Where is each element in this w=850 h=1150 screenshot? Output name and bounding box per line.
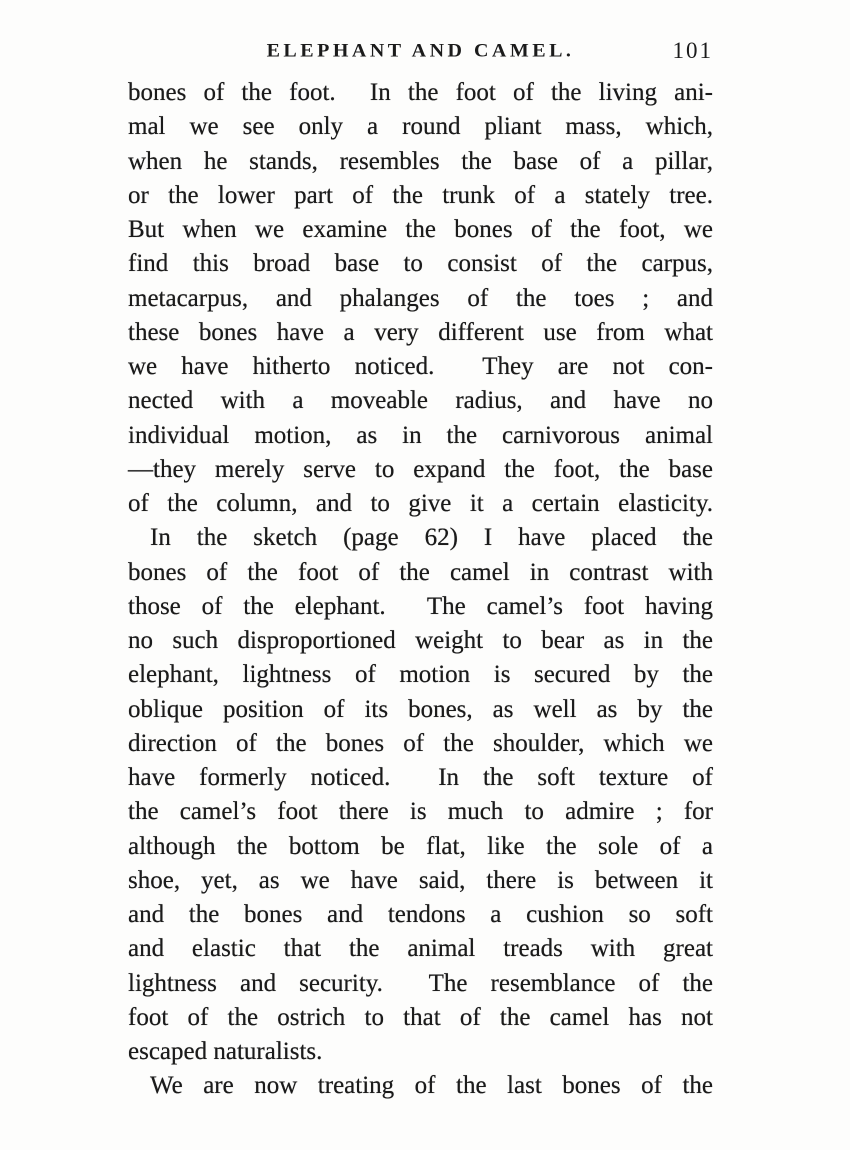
text-line: those of the elephant. The camel’s foot having (128, 592, 713, 620)
text-line: find this broad base to consist of the carpus, (128, 250, 713, 278)
text-line: the camel’s foot there is much to admire ; for (128, 798, 713, 826)
text-line: bones of the foot. In the foot of the living ani- (128, 79, 713, 106)
text-line: or the lower part of the trunk of a stately tree. (128, 181, 713, 209)
page-number: 101 (672, 38, 713, 63)
text-line: individual motion, as in the carnivorous animal (128, 421, 713, 449)
text-line: of the column, and to give it a certain elasticity. (128, 490, 713, 517)
text-line: no such disproportioned weight to bear as in the (128, 627, 713, 654)
text-line: these bones have a very different use from what (128, 318, 713, 346)
text-line: when he stands, resembles the base of a pillar, (128, 147, 713, 175)
text-line: elephant, lightness of motion is secured by the (128, 661, 713, 689)
text-line: shoe, yet, as we have said, there is between it (128, 866, 713, 894)
text-line: mal we see only a round pliant mass, which, (128, 113, 713, 141)
running-header (128, 40, 713, 70)
page-text (128, 76, 713, 1104)
text-line: we have hitherto noticed. They are not con- (128, 353, 713, 380)
text-line: —they merely serve to expand the foot, the base (128, 455, 713, 483)
running-header-title: ELEPHANT AND CAMEL. (266, 40, 575, 62)
text-line: lightness and security. The resemblance of the (128, 969, 713, 997)
text-line: But when we examine the bones of the foot, we (128, 216, 713, 243)
text-line: In the sketch (page 62) I have placed the (150, 524, 713, 552)
text-line: foot of the ostrich to that of the camel has not (128, 1003, 713, 1031)
text-line: and elastic that the animal treads with great (128, 935, 713, 963)
text-line: and the bones and tendons a cushion so soft (128, 901, 713, 928)
text-line: although the bottom be flat, like the sole of a (128, 832, 713, 860)
text-line: oblique position of its bones, as well as by the (128, 695, 713, 723)
text-line: escaped naturalists. (128, 1038, 323, 1065)
text-line: We are now treating of the last bones of the (150, 1072, 713, 1100)
paragraph (128, 76, 713, 521)
text-block (128, 0, 713, 1100)
paragraph (128, 1069, 713, 1103)
text-line: have formerly noticed. In the soft texture of (128, 764, 713, 791)
text-line: bones of the foot of the camel in contrast with (128, 558, 713, 586)
text-line: direction of the bones of the shoulder, which we (128, 729, 713, 757)
text-line: metacarpus, and phalanges of the toes ; and (128, 284, 713, 312)
paragraph (128, 521, 713, 1069)
text-line: nected with a moveable radius, and have no (128, 387, 713, 415)
